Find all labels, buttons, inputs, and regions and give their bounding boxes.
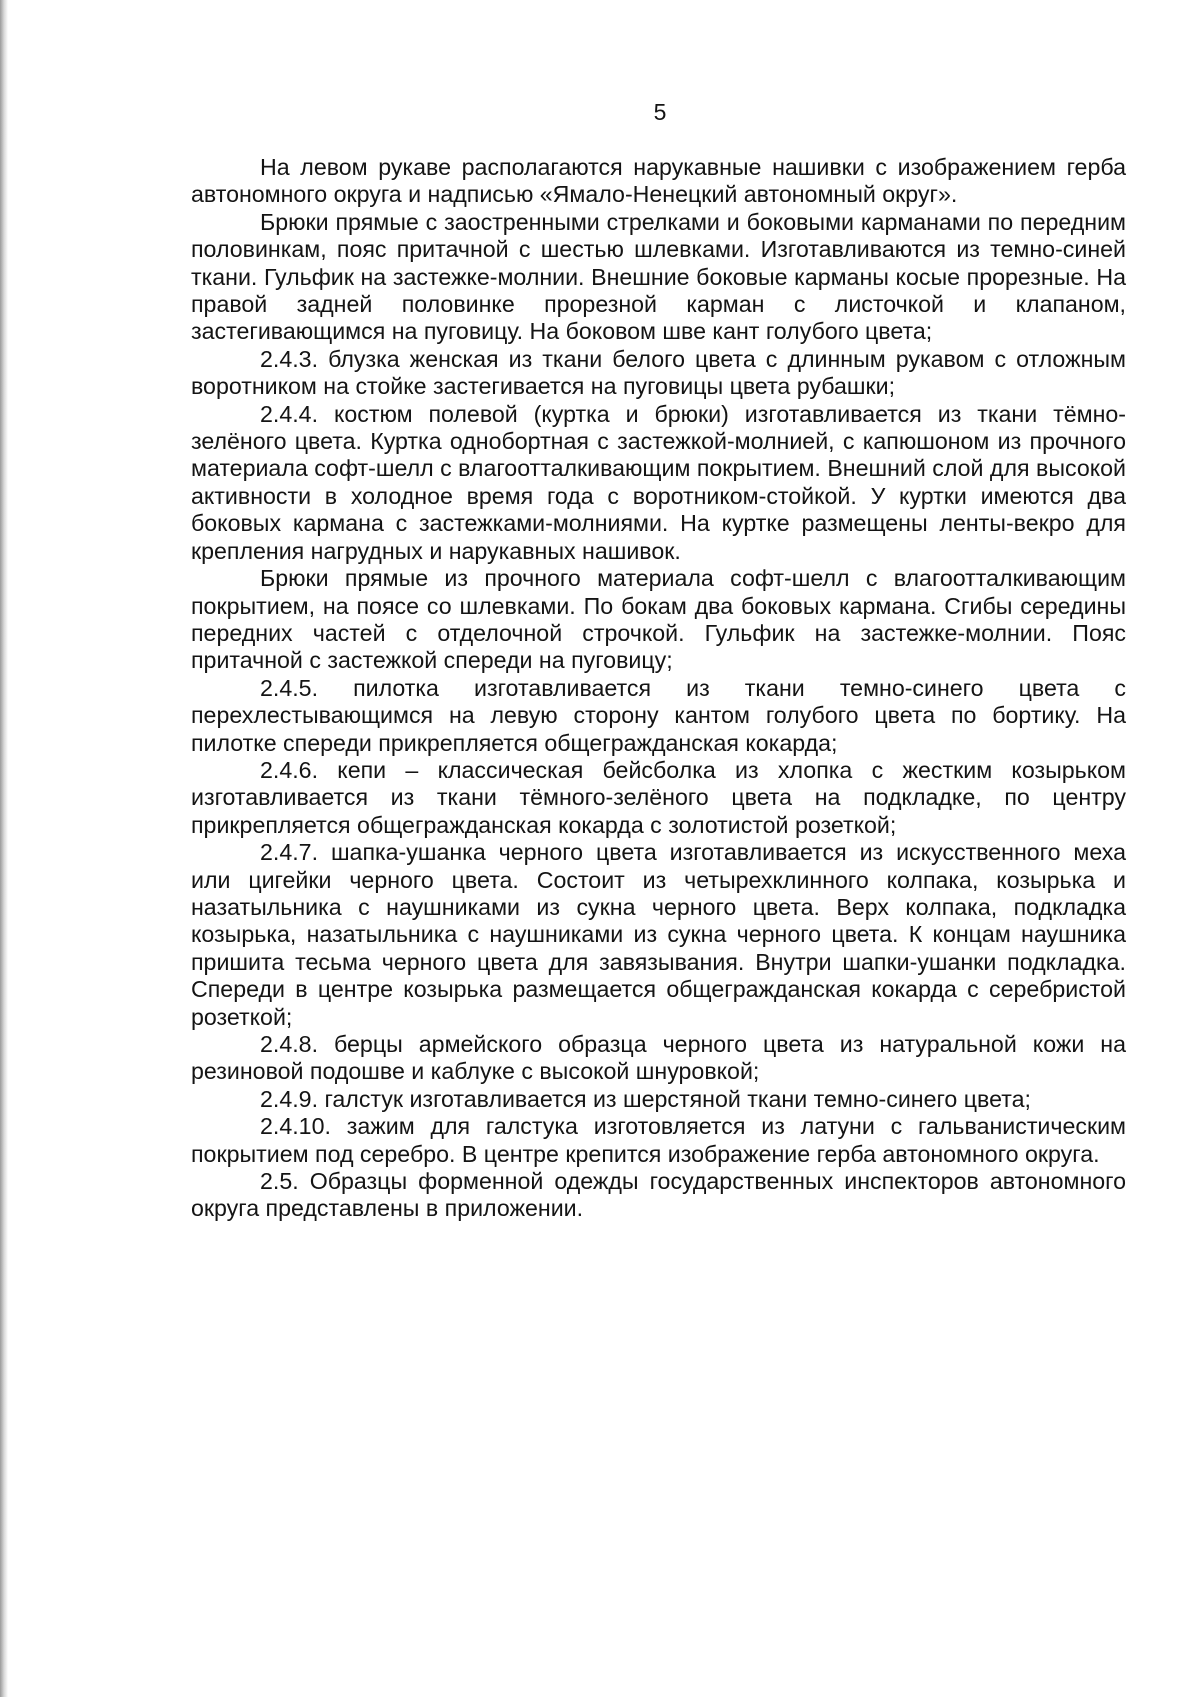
- paragraph-2-4-4-field-suit: 2.4.4. костюм полевой (куртка и брюки) изготавливается из ткани тёмно-зелёного цвета. Куртка однобортная с застежкой-молнией, с капюшоном из прочного материала софт-шелл с влагоотталкивающим покрытием. Внешний слой для высокой активности в холодное время года с воротником-стойкой. У куртки имеются два боковых кармана с застежками-молниями. На куртке размещены ленты-векро для крепления нагрудных и нарукавных нашивок.: [191, 400, 1126, 564]
- paragraph-2-4-3-blouse: 2.4.3. блузка женская из ткани белого цвета с длинным рукавом с отложным воротником на стойке застегивается на пуговицы цвета рубашки;: [191, 345, 1126, 400]
- paragraph-trousers: Брюки прямые с заостренными стрелками и боковыми карманами по передним половинкам, пояс притачной с шестью шлевками. Изготавливаются из темно-синей ткани. Гульфик на застежке-молнии. Внешние боковые карманы косые прорезные. На правой задней половинке прорезной карман с листочкой и клапаном, застегивающимся на пуговицу. На боковом шве кант голубого цвета;: [191, 208, 1126, 345]
- page-number: 5: [653, 99, 667, 125]
- paragraph-2-4-6-kepi: 2.4.6. кепи – классическая бейсболка из хлопка с жестким козырьком изготавливается из ткани тёмного-зелёного цвета на подкладке, по центру прикрепляется общегражданская кокарда с золотистой розеткой;: [191, 756, 1126, 838]
- scan-edge: [0, 0, 8, 1697]
- document-body: [191, 154, 1126, 1223]
- paragraph-2-5-samples: 2.5. Образцы форменной одежды государственных инспекторов автономного округа представлены в приложении.: [191, 1168, 1126, 1222]
- paragraph-2-4-10-tie-clip: 2.4.10. зажим для галстука изготовляется из латуни с гальванистическим покрытием под серебро. В центре крепится изображение герба автономного округа.: [191, 1113, 1126, 1167]
- paragraph-2-4-8-boots: 2.4.8. берцы армейского образца черного цвета из натуральной кожи на резиновой подошве и каблуке с высокой шнуровкой;: [191, 1031, 1126, 1085]
- paragraph-2-4-5-garrison-cap: 2.4.5. пилотка изготавливается из ткани темно-синего цвета с перехлестывающимся на левую сторону кантом голубого цвета по бортику. На пилотке спереди прикрепляется общегражданская кокарда;: [191, 674, 1126, 756]
- paragraph-field-trousers: Брюки прямые из прочного материала софт-шелл с влагоотталкивающим покрытием, на поясе со шлевками. По бокам два боковых кармана. Сгибы середины передних частей с отделочной строчкой. Гульфик на застежке-молнии. Пояс притачной с застежкой спереди на пуговицу;: [191, 565, 1126, 674]
- paragraph-2-4-9-tie: 2.4.9. галстук изготавливается из шерстяной ткани темно-синего цвета;: [260, 1085, 1031, 1112]
- paragraph-sleeve-patches: На левом рукаве располагаются нарукавные нашивки с изображением герба автономного округа и надписью «Ямало-Ненецкий автономный округ».: [191, 154, 1126, 208]
- paragraph-2-4-7-ushanka: 2.4.7. шапка-ушанка черного цвета изготавливается из искусственного меха или цигейки черного цвета. Состоит из четырехклинного колпака, козырька и назатыльника с наушниками из сукна черного цвета. Верх колпака, подкладка козырька, назатыльника с наушниками из сукна черного цвета. К концам наушника пришита тесьма черного цвета для завязывания. Внутри шапки-ушанки подкладка. Спереди в центре козырька размещается общегражданская кокарда с серебристой розеткой;: [191, 839, 1126, 1030]
